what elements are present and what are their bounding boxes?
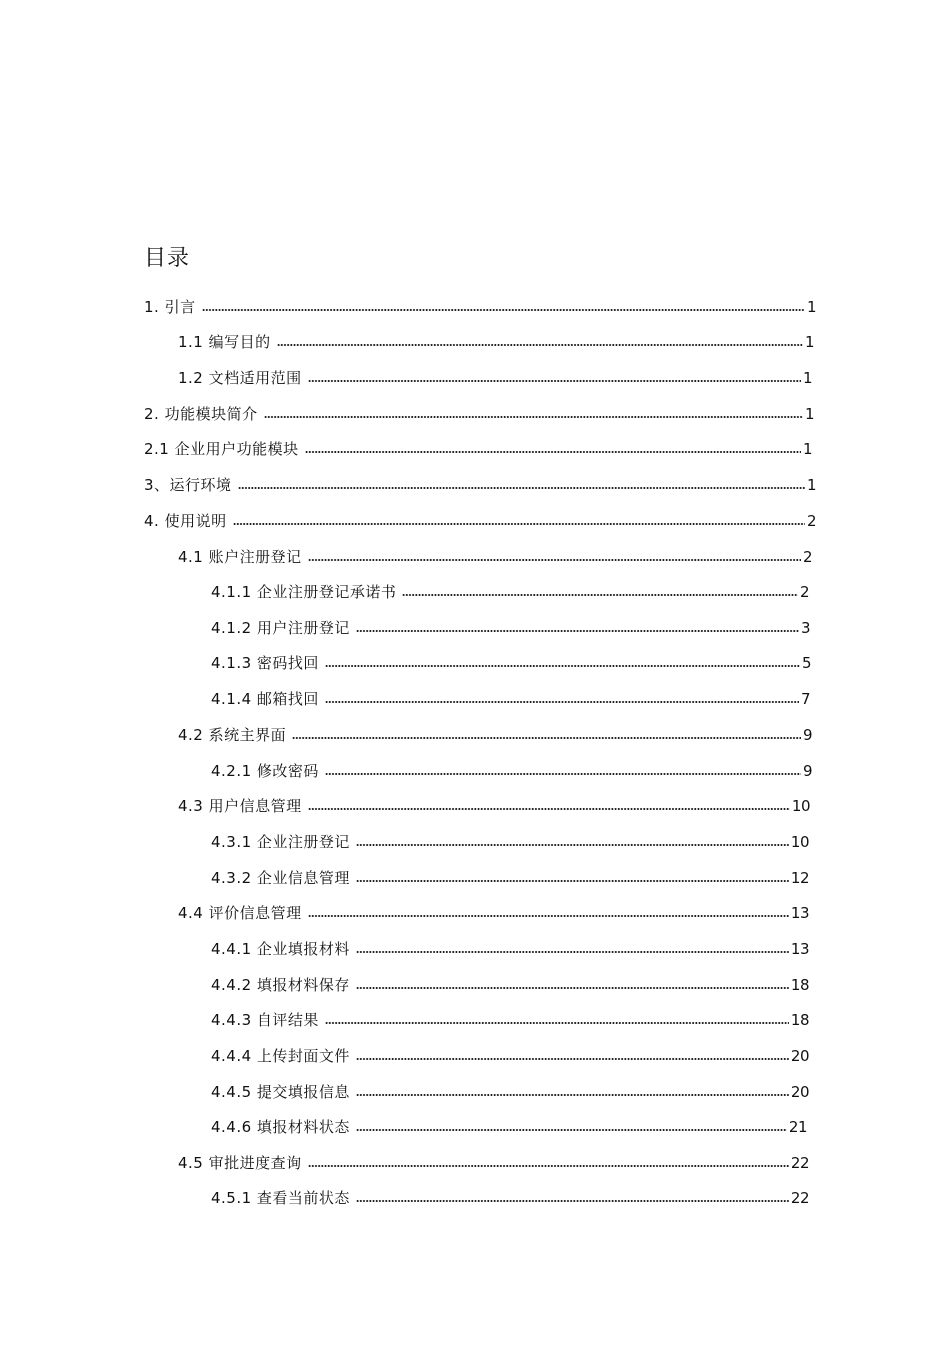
toc-entry-page: 2 <box>806 512 816 530</box>
toc-title: 目录 <box>144 246 191 271</box>
toc-entry-3[interactable] <box>144 474 816 496</box>
toc-entry-label: 1.2 文档适用范围 <box>178 367 308 389</box>
toc-entry-4-1-3[interactable] <box>211 652 811 674</box>
toc-entry-label: 4.1.1 企业注册登记承诺书 <box>211 581 402 603</box>
toc-entry-4-4-5[interactable] <box>211 1081 809 1103</box>
toc-entry-4-1-2[interactable] <box>211 617 810 639</box>
toc-entry-label: 4.3 用户信息管理 <box>178 795 308 817</box>
toc-entry-label: 4.1.4 邮箱找回 <box>211 688 325 710</box>
dot-leader <box>356 1128 787 1132</box>
dot-leader <box>264 415 803 419</box>
toc-entry-page: 10 <box>791 797 810 815</box>
dot-leader <box>356 629 799 633</box>
toc-entry-page: 1 <box>802 369 812 387</box>
dot-leader <box>292 736 801 740</box>
toc-entry-page: 10 <box>790 833 809 851</box>
dot-leader <box>308 379 801 383</box>
toc-entry-4-1-4[interactable] <box>211 688 810 710</box>
toc-entry-page: 13 <box>790 940 809 958</box>
toc-entry-4-3[interactable] <box>178 795 810 817</box>
toc-entry-page: 22 <box>790 1154 809 1172</box>
dot-leader <box>325 1021 789 1025</box>
toc-entry-page: 1 <box>804 405 814 423</box>
toc-entry-page: 7 <box>800 690 810 708</box>
dot-leader <box>356 950 789 954</box>
toc-entry-label: 4. 使用说明 <box>144 510 233 532</box>
toc-entry-page: 9 <box>802 762 812 780</box>
toc-entry-label: 4.1.2 用户注册登记 <box>211 617 356 639</box>
toc-entry-label: 4.1.3 密码找回 <box>211 652 325 674</box>
toc-entry-page: 18 <box>790 976 809 994</box>
toc-entry-page: 1 <box>804 333 814 351</box>
toc-entry-page: 22 <box>790 1189 809 1207</box>
toc-entry-page: 1 <box>802 440 812 458</box>
toc-entry-label: 4.4 评价信息管理 <box>178 902 308 924</box>
toc-entry-4-5-1[interactable] <box>211 1187 809 1209</box>
dot-leader <box>277 343 803 347</box>
dot-leader <box>356 1199 789 1203</box>
dot-leader <box>325 700 799 704</box>
toc-entry-4-4[interactable] <box>178 902 809 924</box>
toc-entry-page: 20 <box>790 1083 809 1101</box>
dot-leader <box>233 522 805 526</box>
toc-entry-page: 2 <box>799 583 809 601</box>
toc-entry-page: 3 <box>800 619 810 637</box>
toc-entry-label: 4.5 审批进度查询 <box>178 1152 308 1174</box>
toc-entry-page: 18 <box>790 1011 809 1029</box>
toc-entry-1[interactable] <box>144 296 816 318</box>
toc-entry-4-2[interactable] <box>178 724 812 746</box>
toc-entry-4-2-1[interactable] <box>211 760 812 782</box>
toc-entry-4-4-4[interactable] <box>211 1045 809 1067</box>
toc-entry-label: 4.5.1 查看当前状态 <box>211 1187 356 1209</box>
toc-entry-page: 1 <box>806 298 816 316</box>
toc-entry-label: 4.4.2 填报材料保存 <box>211 974 356 996</box>
dot-leader <box>325 664 800 668</box>
dot-leader <box>356 843 789 847</box>
toc-entry-label: 4.4.3 自评结果 <box>211 1009 325 1031</box>
toc-entry-label: 4.4.5 提交填报信息 <box>211 1081 356 1103</box>
dot-leader <box>356 986 789 990</box>
toc-entry-label: 4.2.1 修改密码 <box>211 760 325 782</box>
toc-entry-label: 4.2 系统主界面 <box>178 724 292 746</box>
toc-entry-label: 3、运行环境 <box>144 474 238 496</box>
toc-entry-page: 13 <box>790 904 809 922</box>
toc-entry-4-4-2[interactable] <box>211 974 809 996</box>
toc-entry-4[interactable] <box>144 510 816 532</box>
toc-entry-label: 4.3.2 企业信息管理 <box>211 867 356 889</box>
dot-leader <box>308 914 789 918</box>
toc-entry-page: 1 <box>806 476 816 494</box>
toc-entry-4-1-1[interactable] <box>211 581 809 603</box>
toc-entry-2[interactable] <box>144 403 814 425</box>
dot-leader <box>356 879 789 883</box>
toc-entry-label: 4.4.1 企业填报材料 <box>211 938 356 960</box>
toc-entry-4-1[interactable] <box>178 546 812 568</box>
toc-entry-label: 2. 功能模块简介 <box>144 403 264 425</box>
toc-entry-page: 5 <box>801 654 811 672</box>
dot-leader <box>325 772 801 776</box>
dot-leader <box>308 807 790 811</box>
toc-entry-page: 20 <box>790 1047 809 1065</box>
toc-entry-4-5[interactable] <box>178 1152 809 1174</box>
dot-leader <box>356 1093 789 1097</box>
toc-entry-page: 12 <box>790 869 809 887</box>
toc-entry-label: 2.1 企业用户功能模块 <box>144 438 305 460</box>
toc-entry-4-4-6[interactable] <box>211 1116 807 1138</box>
dot-leader <box>238 486 805 490</box>
toc-entry-label: 4.1 账户注册登记 <box>178 546 308 568</box>
toc-entry-4-4-3[interactable] <box>211 1009 809 1031</box>
toc-entry-page: 21 <box>788 1118 807 1136</box>
toc-entry-4-4-1[interactable] <box>211 938 809 960</box>
toc-entry-1-2[interactable] <box>178 367 812 389</box>
dot-leader <box>202 308 805 312</box>
toc-entry-4-3-1[interactable] <box>211 831 809 853</box>
dot-leader <box>356 1057 789 1061</box>
toc-entry-label: 1. 引言 <box>144 296 202 318</box>
dot-leader <box>305 450 801 454</box>
toc-entry-label: 4.4.4 上传封面文件 <box>211 1045 356 1067</box>
toc-entry-label: 4.4.6 填报材料状态 <box>211 1116 356 1138</box>
toc-entry-4-3-2[interactable] <box>211 867 809 889</box>
dot-leader <box>308 558 801 562</box>
toc-entry-page: 9 <box>802 726 812 744</box>
toc-entry-1-1[interactable] <box>178 331 814 353</box>
dot-leader <box>402 593 798 597</box>
toc-entry-label: 4.3.1 企业注册登记 <box>211 831 356 853</box>
toc-entry-label: 1.1 编写目的 <box>178 331 277 353</box>
toc-entry-2-1[interactable] <box>144 438 812 460</box>
dot-leader <box>308 1164 789 1168</box>
toc-entry-page: 2 <box>802 548 812 566</box>
